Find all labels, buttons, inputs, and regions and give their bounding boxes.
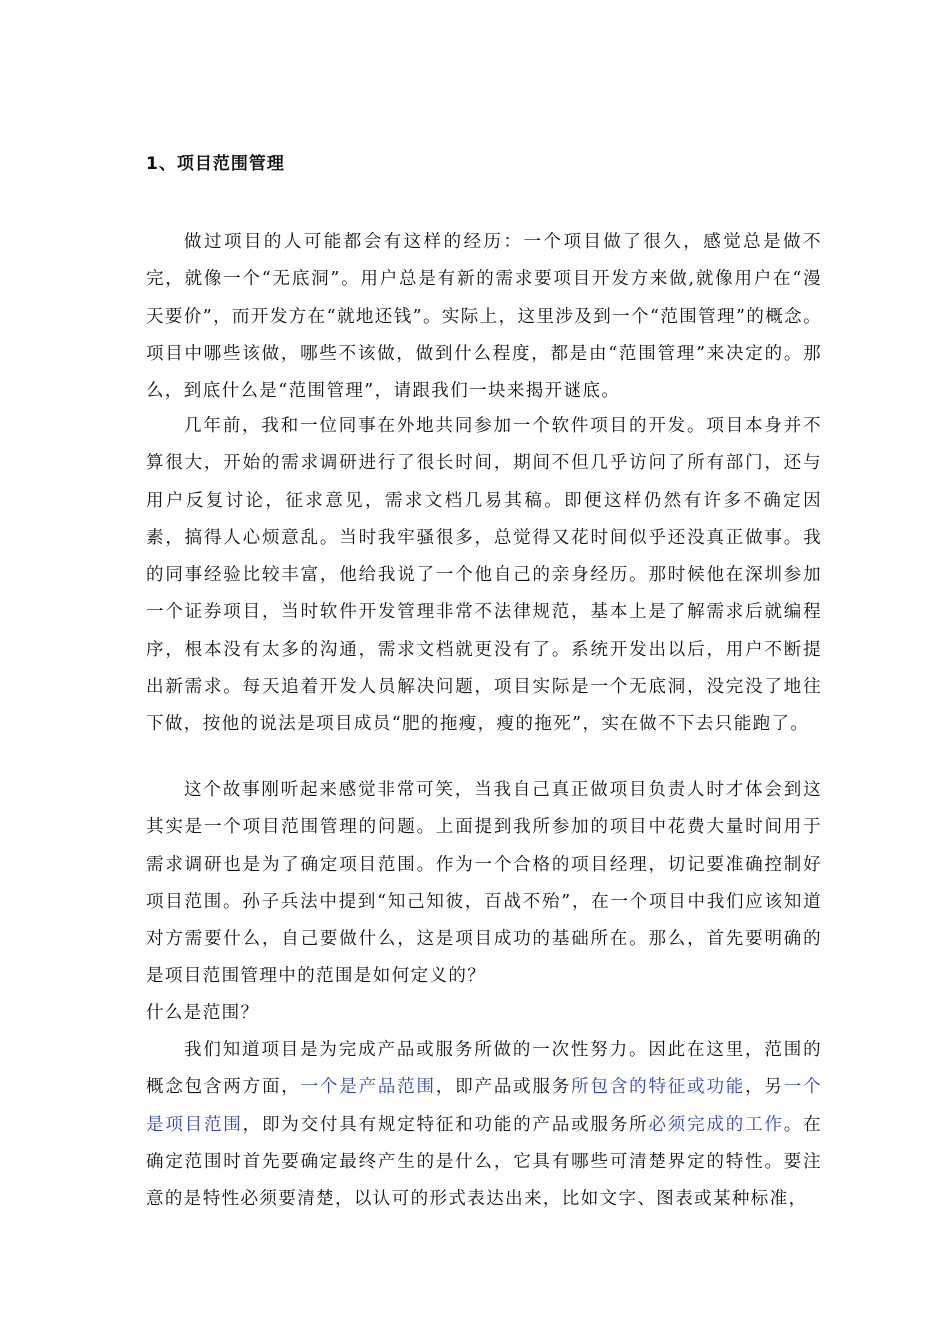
text-segment: ，即为交付具有规定特征和功能的产品或服务所 xyxy=(242,1114,649,1135)
text-segment: 我们知道项目是为完成产品或服务所做的一次性努力。因此在这里，范围的概念包含两方面， xyxy=(146,1040,822,1098)
paragraph-scope-definition xyxy=(146,1032,822,1218)
highlight-required-work: 必须完成的工作 xyxy=(648,1114,784,1135)
paragraph-intro: 做过项目的人可能都会有这样的经历：一个项目做了很久，感觉总是做不完，就像一个“无底洞”。用户总是有新的需求要项目开发方来做,就像用户在“漫天要价”，而开发方在“就地还钱”。实际上，这里涉及到一个“范围管理”的概念。项目中哪些该做，哪些不该做，做到什么程度，都是由“范围管理”来决定的。那么，到底什么是“范围管理”，请跟我们一块来揭开谜底。 xyxy=(146,232,822,402)
subheading-what-is-scope: 什么是范围？ xyxy=(146,1003,260,1023)
text-segment: ，另 xyxy=(745,1077,784,1098)
paragraph-reflection: 这个故事刚听起来感觉非常可笑，当我自己真正做项目负责人时才体会到这其实是一个项目范围管理的问题。上面提到我所参加的项目中花费大量时间用于需求调研也是为了确定项目范围。作为一个合格的项目经理，切记要准确控制好项目范围。孙子兵法中提到“知己知彼，百战不殆”，在一个项目中我们应该知道对方需要什么，自己要做什么，这是项目成功的基础所在。那么，首先要明确的是项目范围管理中的范围是如何定义的？ xyxy=(146,780,822,987)
highlight-features: 所包含的特征或功能 xyxy=(571,1077,746,1098)
text-segment: ，即产品或服务 xyxy=(435,1077,572,1098)
highlight-product-scope: 一个是产品范围 xyxy=(300,1077,436,1098)
highlight-project-scope: 一个是项目范围 xyxy=(146,1077,822,1135)
paragraph-story: 几年前，我和一位同事在外地共同参加一个软件项目的开发。项目本身并不算很大，开始的需求调研进行了很长时间，期间不但几乎访问了所有部门，还与用户反复讨论，征求意见，需求文档几易其稿。即便这样仍然有许多不确定因素，搞得人心烦意乱。当时我牢骚很多，总觉得又花时间似乎还没真正做事。我的同事经验比较丰富，他给我说了一个他自己的亲身经历。那时候他在深圳参加一个证券项目，当时软件开发管理非常不法律规范，基本上是了解需求后就编程序，根本没有太多的沟通，需求文档就更没有了。系统开发出以后，用户不断提出新需求。每天追着开发人员解决问题，项目实际是一个无底洞，没完没了地往下做，按他的说法是项目成员“肥的拖瘦，瘦的拖死”，实在做不下去只能跑了。 xyxy=(146,416,822,735)
section-heading: 1、项目范围管理 xyxy=(146,154,285,174)
text-segment: 。在确定范围时首先要确定最终产生的是什么，它具有哪些可清楚界定的特性。要注意的是特性必须要清楚，以认可的形式表达出来，比如文字、图表或某种标准， xyxy=(146,1114,822,1210)
